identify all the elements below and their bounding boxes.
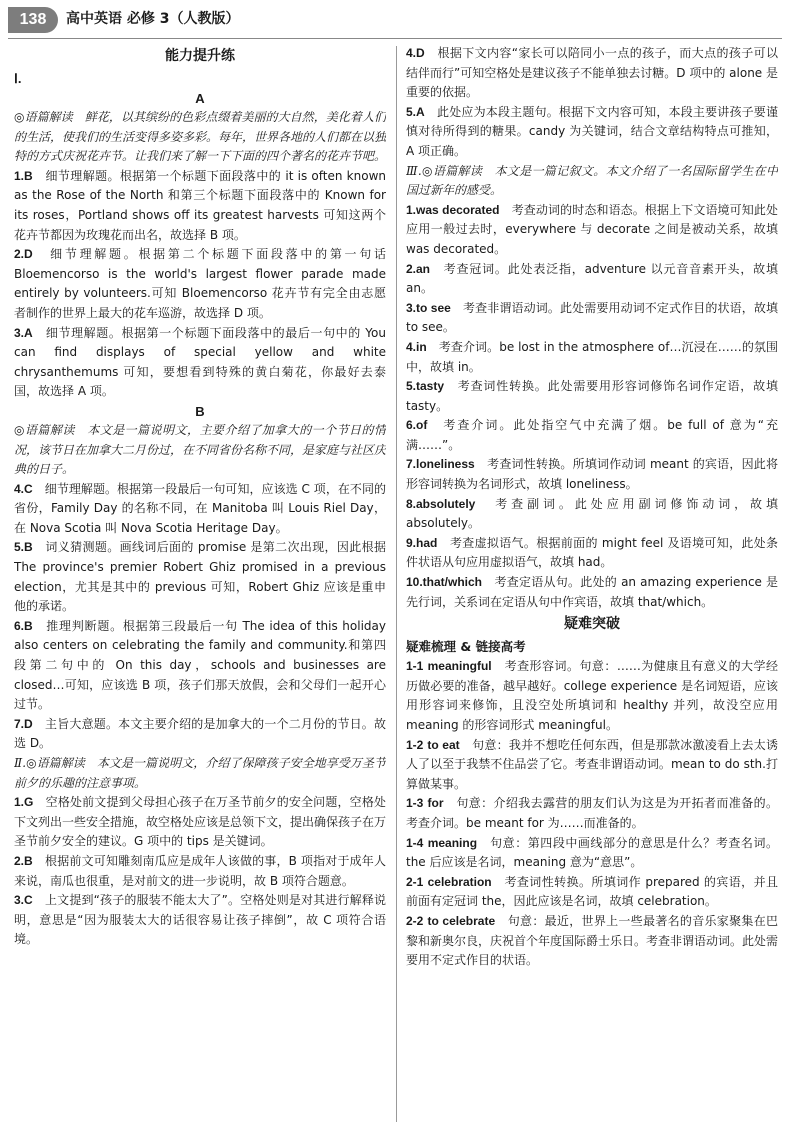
answer-number: 4.C: [14, 481, 33, 496]
passage-a-intro: ◎语篇解读 鲜花，以其缤纷的色彩点缀着美丽的大自然，美化着人们的生活，使我们的生活变得多姿多彩。每年，世界各地的人们都在以独特的方式庆祝花卉节。让我们来了解一下下面的四个著名的花卉节吧。: [14, 110, 386, 164]
answer-number: 1.G: [14, 795, 34, 810]
answer-explanation: 考查冠词。此处表泛指，adventure 以元音音素开头，故填 an。: [406, 261, 778, 296]
answer-explanation: 推理判断题。根据第三段最后一句 The idea of this holiday also centers on celebrating the family and community.和第四段第二句中的 On this day，schools and businesses are closed…可知，应该选 B 项，孩子们那天放假，会和父母们一起开心过节。: [14, 618, 386, 712]
answer-item: [406, 103, 778, 162]
answer-number: 4.in: [406, 339, 427, 354]
answer-number: 9.had: [406, 535, 438, 550]
answer-word: to celebrate: [427, 913, 496, 928]
answer-item: [14, 167, 386, 245]
answer-item: [406, 201, 778, 260]
answer-number: 5.A: [406, 104, 425, 119]
right-column: [406, 44, 778, 1126]
answer-item: [14, 891, 386, 950]
answer-explanation: 考查定语从句。此处的 an amazing experience 是先行词，关系词在定语从句中作宾语，故填 that/which。: [406, 575, 778, 609]
answer-explanation: 上文提到“孩子的服装不能太大了”。空格处则是对其进行解释说明，意思是“因为服装太大的话很容易让孩子摔倒”，故 C 项符合语境。: [14, 893, 386, 947]
page-number: 138: [8, 7, 58, 33]
answer-item: [406, 534, 778, 573]
answer-explanation: 考查动词的时态和语态。根据上下文语境可知此处应用一般过去时，everywhere 与 decorate 之间是被动关系，故填 was decorated。: [406, 202, 778, 256]
answer-number: 2.an: [406, 261, 431, 276]
answer-item: [406, 44, 778, 103]
answer-item: [14, 715, 386, 754]
answer-number: 1-1: [406, 659, 424, 674]
answer-number: 1-3: [406, 796, 424, 811]
answer-word: to eat: [427, 737, 460, 752]
answer-item: [14, 245, 386, 323]
answer-item: [406, 260, 778, 299]
answer-number: 7.D: [14, 716, 33, 731]
answer-item: [14, 793, 386, 852]
page-header: [0, 0, 790, 36]
answer-number: 3.A: [14, 325, 33, 340]
answer-explanation: 句意：介绍我去露营的朋友们认为这是为开拓者而准备的。考查介词。be meant for 为……而准备的。: [406, 796, 778, 830]
answer-explanation: 考查介词。此处指空气中充满了烟。be full of 意为“充满……”。: [406, 418, 778, 452]
answer-number: 2.B: [14, 853, 33, 868]
answer-number: 3.C: [14, 893, 33, 908]
answer-explanation: 句意：我并不想吃任何东西，但是那款冰激凌看上去太诱人了以至于我禁不住品尝了它。考查非谓语动词。mean to do sth.打算做某事。: [406, 737, 778, 791]
passage-a-label: A: [195, 91, 205, 106]
answer-number: 1-2: [406, 737, 424, 752]
answer-number: 1.B: [14, 168, 33, 183]
answer-number: 10.that/which: [406, 575, 483, 590]
part-ii-intro: Ⅱ.◎语篇解读 本文是一篇说明文，介绍了保障孩子安全地享受万圣节前夕的乐趣的注意事项。: [14, 756, 386, 790]
answer-number: 7.loneliness: [406, 457, 475, 472]
answer-item: [406, 794, 778, 833]
answer-item: [406, 377, 778, 416]
answer-item: [14, 324, 386, 402]
answer-word: meaningful: [427, 659, 492, 674]
book-title: 高中英语 必修 3（人教版）: [66, 11, 240, 27]
section-title-2: 疑难突破: [564, 616, 620, 633]
answer-number: 4.D: [406, 46, 425, 60]
answer-item: [406, 573, 778, 612]
answer-number: 3.to see: [406, 300, 451, 315]
answer-explanation: 考查介词。be lost in the atmosphere of…沉浸在……的氛围中，故填 in。: [406, 339, 778, 374]
answer-number: 6.B: [14, 618, 33, 633]
answer-word: celebration: [427, 874, 492, 889]
part-iii-intro: Ⅲ.◎语篇解读 本文是一篇记叙文。本文介绍了一名国际留学生在中国过新年的感受。: [406, 163, 778, 198]
section-title: 能力提升练: [165, 48, 235, 64]
answer-number: 5.tasty: [406, 379, 445, 394]
passage-a-answers: [14, 167, 386, 402]
answer-explanation: 考查词性转换。此处需要用形容词修饰名词作定语，故填 tasty。: [406, 379, 778, 413]
answer-item: [406, 299, 778, 338]
answer-explanation: 考查非谓语动词。此处需要用动词不定式作目的状语，故填 to see。: [406, 300, 778, 335]
answer-item: [14, 852, 386, 891]
answer-explanation: 细节理解题。根据第一个标题下面段落中的 it is often known as the Rose of the North 和第三个标题下面段落中的 Known for its roses，Portland shows off its greatest harvests 可知这两个花卉节都因为玫瑰花而出名，故选择 B 项。: [14, 168, 386, 242]
answer-item: [406, 657, 778, 735]
answer-explanation: 此处应为本段主题句。根据下文内容可知，本段主要讲孩子要谨慎对待所得到的糖果。candy 为关键词，结合文章结构特点可推知，A 项正确。: [406, 104, 778, 158]
answer-number: 2.D: [14, 247, 33, 262]
answer-explanation: 考查虚拟语气。根据前面的 might feel 及语境可知，此处条件状语从句应用虚拟语气，故填 had。: [406, 535, 778, 570]
answer-explanation: 空格处前文提到父母担心孩子在万圣节前夕的安全问题，空格处下文列出一些安全措施，故空格处应该是总领下文，提出确保孩子在万圣节前夕安全的建议。G 项中的 tips 是关键词。: [14, 795, 386, 849]
answer-item: [14, 538, 386, 616]
passage-b-intro: ◎语篇解读 本文是一篇说明文，主要介绍了加拿大的一个节日的情况，该节日在加拿大二月份过，在不同省份名称不同，是家庭与社区庆典的日子。: [14, 422, 386, 477]
answer-explanation: 考查词性转换。所填词作 prepared 的宾语，并且前面有定冠词 the，因此应该是名词，故填 celebration。: [406, 874, 778, 909]
passage-b-answers: [14, 480, 386, 754]
answer-explanation: 词义猜测题。画线词后面的 promise 是第二次出现，因此根据 The province's premier Robert Ghiz promised in a previous election，尤其是其中的 previous 可知，Robert Ghiz 应该是重申他的承诺。: [14, 540, 386, 614]
answer-explanation: 句意：第四段中画线部分的意思是什么？考查名词。the 后应该是名词，meaning 意为“意思”。: [406, 835, 778, 870]
answer-word: meaning: [427, 835, 478, 850]
answer-number: 8.absolutely: [406, 496, 476, 511]
answer-item: [406, 338, 778, 377]
passage-b-label: B: [195, 403, 205, 419]
answer-number: 2-1: [406, 874, 424, 889]
column-divider: [396, 46, 397, 1122]
answer-number: 1-4: [406, 835, 424, 850]
answer-word: for: [427, 796, 444, 811]
header-rule: [8, 38, 782, 39]
part-ii-answers: [14, 793, 386, 950]
answer-item: [406, 416, 778, 455]
answer-item: [14, 480, 386, 539]
answer-explanation: 细节理解题。根据第一个标题下面段落中的最后一句中的 You can find displays of special yellow and white chrysanthemums 可知，要想看到特殊的黄白菊花，你最好去泰国，故选择 A 项。: [14, 325, 386, 399]
answer-item: [406, 912, 778, 971]
answer-item: [406, 736, 778, 795]
answer-explanation: 考查副词。此处应用副词修饰动词，故填 absolutely。: [406, 496, 778, 531]
answer-item: [406, 873, 778, 912]
answer-explanation: 细节理解题。根据第一段最后一句可知，应该选 C 项，在不同的省份，Family Day 的名称不同，在 Manitoba 叫 Louis Riel Day，在 Nova Scotia 叫 Nova Scotia Heritage Day。: [14, 481, 386, 535]
answer-number: 2-2: [406, 913, 424, 928]
difficulty-answers: [406, 657, 778, 971]
answer-number: 1.was decorated: [406, 202, 500, 217]
answer-number: 6.of: [406, 418, 428, 433]
answer-item: [406, 834, 778, 873]
answer-explanation: 考查词性转换。所填词作动词 meant 的宾语，因此将形容词转换为名词形式，故填 loneliness。: [406, 457, 778, 492]
answer-explanation: 根据下文内容“家长可以陪同小一点的孩子，而大点的孩子可以结伴而行”可知空格处是建议孩子不能单独去讨糖。D 项中的 alone 是重要的依据。: [406, 46, 778, 100]
answer-item: [14, 617, 386, 715]
answer-explanation: 根据前文可知雕刻南瓜应是成年人该做的事，B 项指对于成年人来说，南瓜也很重，是对前文的进一步说明，故 B 项符合题意。: [14, 853, 386, 888]
part-iii-answers: [406, 201, 778, 612]
answer-item: [406, 455, 778, 494]
answer-explanation: 句意：最近，世界上一些最著名的音乐家聚集在巴黎和新奥尔良，庆祝首个年度国际爵士乐日。考查非谓语动词。此处需要用不定式作目的状语。: [406, 913, 778, 968]
part-ii-answers-continued: [406, 44, 778, 162]
part-i-label: Ⅰ.: [14, 71, 22, 86]
answer-explanation: 考查形容词。句意：……为健康且有意义的大学经历做必要的准备，越早越好。college experience 是名词短语，应该用形容词来修饰，且没空处所填词和 healthy 并列，故没空应用 meaning 的形容词形式 meaningful。: [406, 659, 778, 732]
answer-explanation: 细节理解题。根据第二个标题下面段落中的第一句话 Bloemencorso is the world's largest flower parade made entirely by volunteers.可知 Bloemencorso 花卉节有完全由志愿者制作的世界上最大的花车巡游，故选择 D 项。: [14, 247, 386, 320]
answer-number: 5.B: [14, 540, 33, 555]
left-column: [14, 44, 386, 1126]
answer-item: [406, 495, 778, 534]
subsection-title: 疑难梳理 & 链接高考: [406, 639, 526, 655]
answer-explanation: 主旨大意题。本文主要介绍的是加拿大的一个二月份的节日。故选 D。: [14, 716, 386, 751]
